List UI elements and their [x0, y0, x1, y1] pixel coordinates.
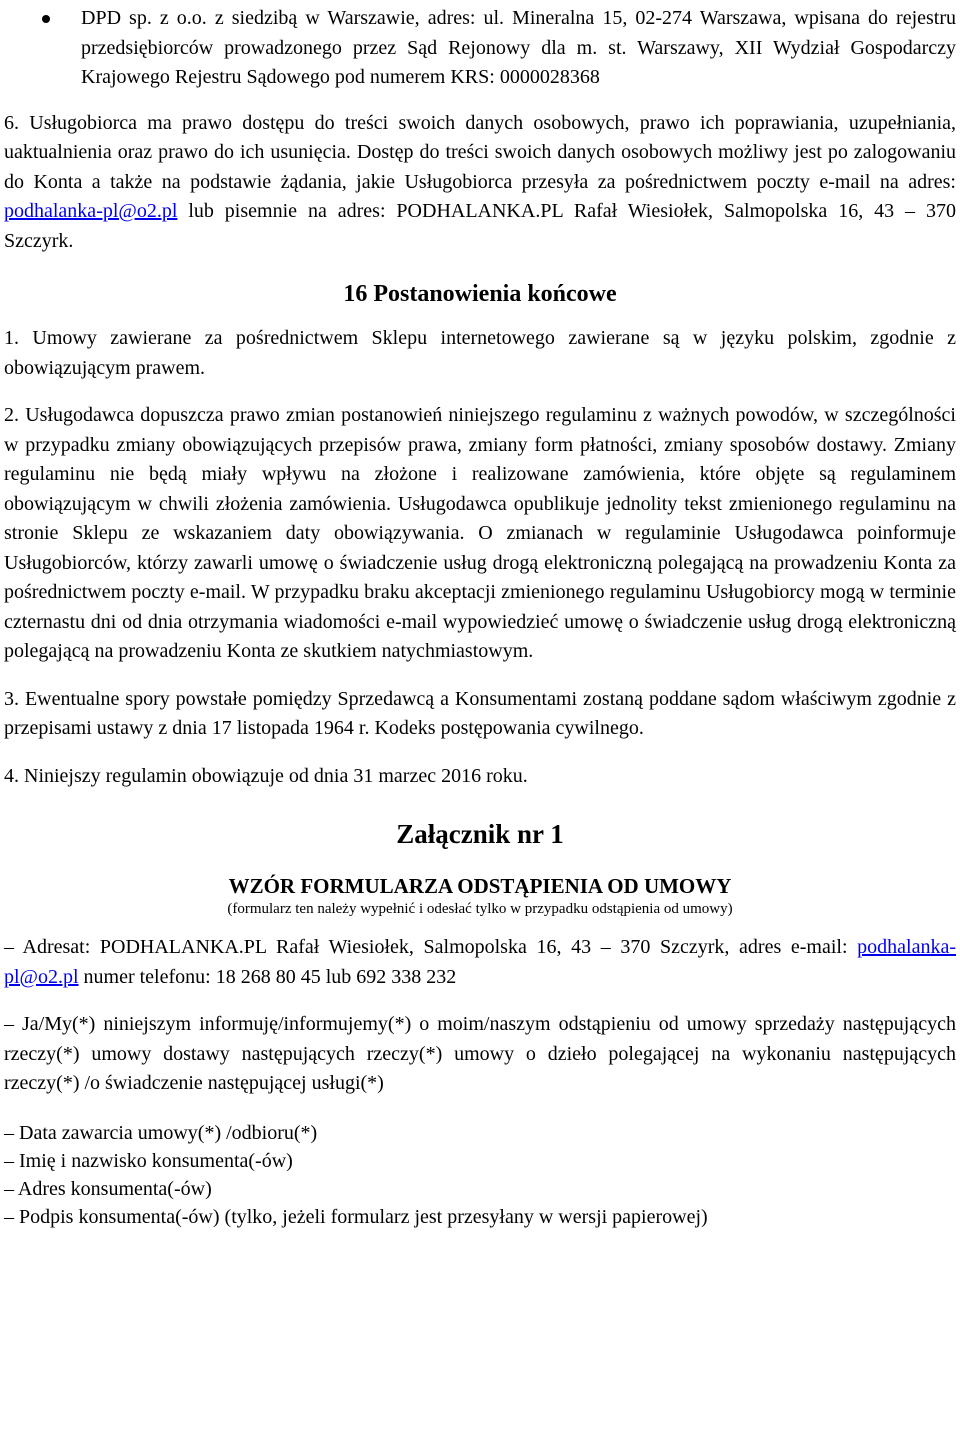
form-field-consumer-name: – Imię i nazwisko konsumenta(-ów)	[4, 1149, 293, 1172]
point6-text-a: 6. Usługobiorca ma prawo dostępu do treści swoich danych osobowych, prawo ich poprawiania, uzupełniania, uaktualnienia oraz prawo do ich usunięcia. Dostęp do treści swoich danych osobowych możliwy jest po zalogowaniu do Konta a także na podstawie żądania, jakie Usługobiorca przesyła za pośrednictwem poczty e-mail na adres:	[4, 111, 956, 193]
section-16-point-1: 1. Umowy zawierane za pośrednictwem Sklepu internetowego zawierane są w języku polskim, zgodnie z obowiązującym prawem.	[4, 327, 956, 379]
form-field-consumer-signature: – Podpis konsumenta(-ów) (tylko, jeżeli formularz jest przesyłany w wersji papierowej)	[4, 1205, 708, 1228]
bullet-icon	[42, 15, 50, 23]
form-field-consumer-address: – Adres konsumenta(-ów)	[4, 1177, 212, 1200]
document-page	[4, 0, 956, 1231]
addressee-line	[4, 933, 956, 992]
email-link[interactable]: podhalanka-pl@o2.pl	[4, 200, 178, 222]
form-field-contract-date: – Data zawarcia umowy(*) /odbioru(*)	[4, 1121, 318, 1144]
addressee-email-link[interactable]: podhalanka-pl@o2.pl	[4, 936, 956, 988]
declaration-paragraph: – Ja/My(*) niniejszym informuję/informujemy(*) o moim/naszym odstąpieniu od umowy sprzedaży następujących rzeczy(*) umowy dostawy następujących rzeczy(*) umowy o dzieło polegającej na wykonaniu następujących rzeczy(*) /o świadczenie następującej usługi(*)	[4, 1013, 956, 1094]
addressee-text-b: numer telefonu: 18 268 80 45 lub 692 338 232	[78, 965, 457, 988]
form-title: WZÓR FORMULARZA ODSTĄPIENIA OD UMOWY	[228, 874, 732, 898]
paragraph-point-6	[4, 109, 956, 257]
section-16-point-4: 4. Niniejszy regulamin obowiązuje od dnia 31 marzec 2016 roku.	[4, 764, 528, 787]
addressee-text-a: – Adresat: PODHALANKA.PL Rafał Wiesiołek, Salmopolska 16, 43 – 370 Szczyrk, adres e-mail:	[4, 936, 858, 958]
bullet-list-item	[4, 4, 956, 93]
company-info: DPD sp. z o.o. z siedzibą w Warszawie, adres: ul. Mineralna 15, 02-274 Warszawa, wpisana do rejestru przedsiębiorców prowadzonego przez Sąd Rejonowy dla m. st. Warszawy, XII Wydział Gospodarczy Krajowego Rejestru Sądowego pod numerem KRS: 0000028368	[81, 7, 956, 88]
form-note: (formularz ten należy wypełnić i odesłać tylko w przypadku odstąpienia od umowy)	[227, 901, 733, 917]
section-16-point-2: 2. Usługodawca dopuszcza prawo zmian postanowień niniejszego regulaminu z ważnych powodów, w szczególności w przypadku zmiany obowiązujących przepisów prawa, zmiany form płatności, zmiany sposobów dostawy. Zmiany regulaminu nie będą miały wpływu na złożone i realizowane zamówienia, które objęte są regulaminem obowiązującym w chwili złożenia zamówienia. Usługodawca opublikuje jednolity tekst zmienionego regulaminu na stronie Sklepu ze wskazaniem daty obowiązywania. O zmianach w regulaminie Usługodawca poinformuje Usługobiorców, którzy zawarli umowę o świadczenie usług drogą elektroniczną polegającą na prowadzeniu Konta za pośrednictwem poczty e-mail. W przypadku braku akceptacji zmienionego regulaminu Usługobiorcy mogą w terminie czternastu dni od dnia otrzymania wiadomości e-mail wypowiedzieć umowę o świadczenie usług drogą elektroniczną polegającą na prowadzeniu Konta ze skutkiem natychmiastowym.	[4, 404, 956, 662]
section-16-point-3: 3. Ewentualne spory powstałe pomiędzy Sprzedawcą a Konsumentami zostaną poddane sądom właściwym zgodnie z przepisami ustawy z dnia 17 listopada 1964 r. Kodeks postępowania cywilnego.	[4, 687, 956, 739]
annex-title: Załącznik nr 1	[396, 819, 564, 849]
section-16-title: 16 Postanowienia końcowe	[343, 281, 617, 307]
point6-text-b: lub pisemnie na adres: PODHALANKA.PL Rafał Wiesiołek, Salmopolska 16, 43 – 370 Szczyrk.	[4, 200, 956, 252]
